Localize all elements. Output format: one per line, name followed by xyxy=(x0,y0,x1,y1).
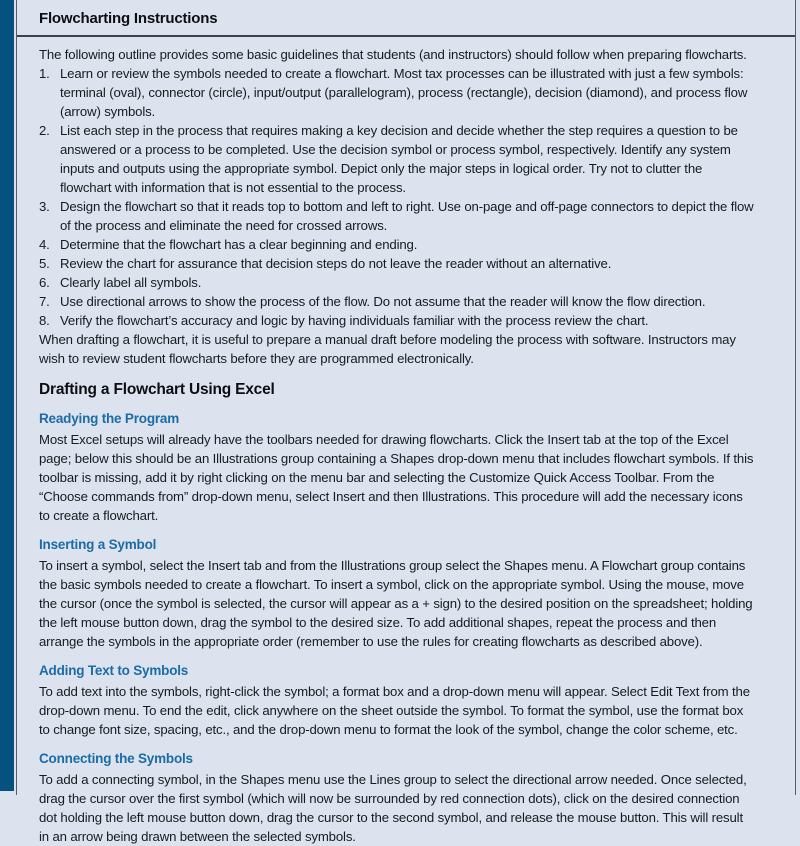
step-text: Learn or review the symbols needed to create a flowchart. Most tax processes can be illustrated with just a few symbols: terminal (oval), connector (circle), input/output (parallelogram), process (rectangle), decision (diamond), and process flow (arrow) symbols. xyxy=(60,66,748,119)
step-text: Determine that the flowchart has a clear beginning and ending. xyxy=(60,237,418,252)
step-text: List each step in the process that requires making a key decision and decide whether the step requires a question to be answered or a process to be completed. Use the decision symbol or process symbol, respectively. Identify any system inputs and outputs using the appropriate symbol. Depict only the major steps in logical order. Try not to clutter the flowchart with information that is not essential to the process. xyxy=(60,123,738,195)
step-text: Verify the flowchart’s accuracy and logic by having individuals familiar with the process review the chart. xyxy=(60,313,649,328)
excel-section-heading: Drafting a Flowchart Using Excel xyxy=(39,381,275,398)
subsection-heading: Inserting a Symbol xyxy=(39,537,157,552)
left-accent-bar xyxy=(0,0,14,791)
step-text: Review the chart for assurance that decision steps do not leave the reader without an alternative. xyxy=(60,256,612,271)
subsection-heading: Readying the Program xyxy=(39,411,180,426)
subsection-inserting-a-symbol xyxy=(39,535,755,651)
step-text: Clearly label all symbols. xyxy=(60,275,202,290)
step-text: Design the flowchart so that it reads top to bottom and left to right. Use on-page and off-page connectors to depict the flow of the process and eliminate the need for crossed arrows. xyxy=(60,199,754,233)
title-band xyxy=(17,0,795,35)
subsection-paragraph: To insert a symbol, select the Insert tab and from the Illustrations group select the Shapes menu. A Flowchart group contains the basic symbols needed to create a flowchart. To insert a symbol, click on the appropriate symbol. Using the mouse, move the cursor (once the symbol is selected, the cursor will appear as a + sign) to the desired position on the spreadsheet; holding the left mouse button down, drag the symbol to the desired size. To add additional shapes, repeat the process and then arrange the symbols in the appropriate order (remember to use the rules for creating flowcharts as described above). xyxy=(39,558,753,649)
subsection-paragraph: To add a connecting symbol, in the Shapes menu use the Lines group to select the directional arrow needed. Once selected, drag the cursor over the first symbol (which will now be surrounded by red connection dots), click on the desired connection dot holding the left mouse button down, drag the cursor to the second symbol, and release the mouse button. This will result in an arrow being drawn between the selected symbols. xyxy=(39,772,747,844)
page-title: Flowcharting Instructions xyxy=(39,10,218,27)
step-item xyxy=(39,273,755,292)
step-text: Use directional arrows to show the process of the flow. Do not assume that the reader will know the flow direction. xyxy=(60,294,706,309)
step-number: 5. xyxy=(39,256,50,271)
step-item xyxy=(39,197,755,235)
subsection-heading: Adding Text to Symbols xyxy=(39,663,189,678)
step-item xyxy=(39,254,755,273)
step-number: 8. xyxy=(39,313,50,328)
step-item xyxy=(39,64,755,121)
step-number: 2. xyxy=(39,123,50,138)
intro-paragraph: The following outline provides some basic guidelines that students (and instructors) should follow when preparing flowcharts. xyxy=(39,47,747,62)
body-area xyxy=(17,37,795,846)
step-item xyxy=(39,235,755,254)
subsection-adding-text-to-symbols xyxy=(39,661,755,739)
subsection-connecting-the-symbols xyxy=(39,749,755,846)
step-item xyxy=(39,292,755,311)
step-item xyxy=(39,311,755,330)
subsection-paragraph: To add text into the symbols, right-click the symbol; a format box and a drop-down menu will appear. Select Edit Text from the drop-down menu. To end the edit, click anywhere on the sheet outside the symbol. To format the symbol, use the format box to change font size, spacing, etc., and the drop-down menu to format the look of the symbol, change the color scheme, etc. xyxy=(39,684,750,737)
steps-list xyxy=(39,64,755,330)
step-number: 1. xyxy=(39,66,50,81)
closing-paragraph: When drafting a flowchart, it is useful to prepare a manual draft before modeling the process with software. Instructors may wish to review student flowcharts before they are programmed electronically. xyxy=(39,332,736,366)
subsection-readying-the-program xyxy=(39,409,755,525)
step-item xyxy=(39,121,755,197)
step-number: 7. xyxy=(39,294,50,309)
subsection-paragraph: Most Excel setups will already have the toolbars needed for drawing flowcharts. Click the Insert tab at the top of the Excel page; below this should be an Illustrations group containing a Shapes drop-down menu that includes flowchart symbols. If this toolbar is missing, add it by right clicking on the menu bar and selecting the Customize Quick Access Toolbar. From the “Choose commands from” drop-down menu, select Insert and then Illustrations. This procedure will add the necessary icons to create a flowchart. xyxy=(39,432,754,523)
step-number: 6. xyxy=(39,275,50,290)
step-number: 3. xyxy=(39,199,50,214)
subsection-heading: Connecting the Symbols xyxy=(39,751,193,766)
content-frame xyxy=(16,0,796,844)
step-number: 4. xyxy=(39,237,50,252)
